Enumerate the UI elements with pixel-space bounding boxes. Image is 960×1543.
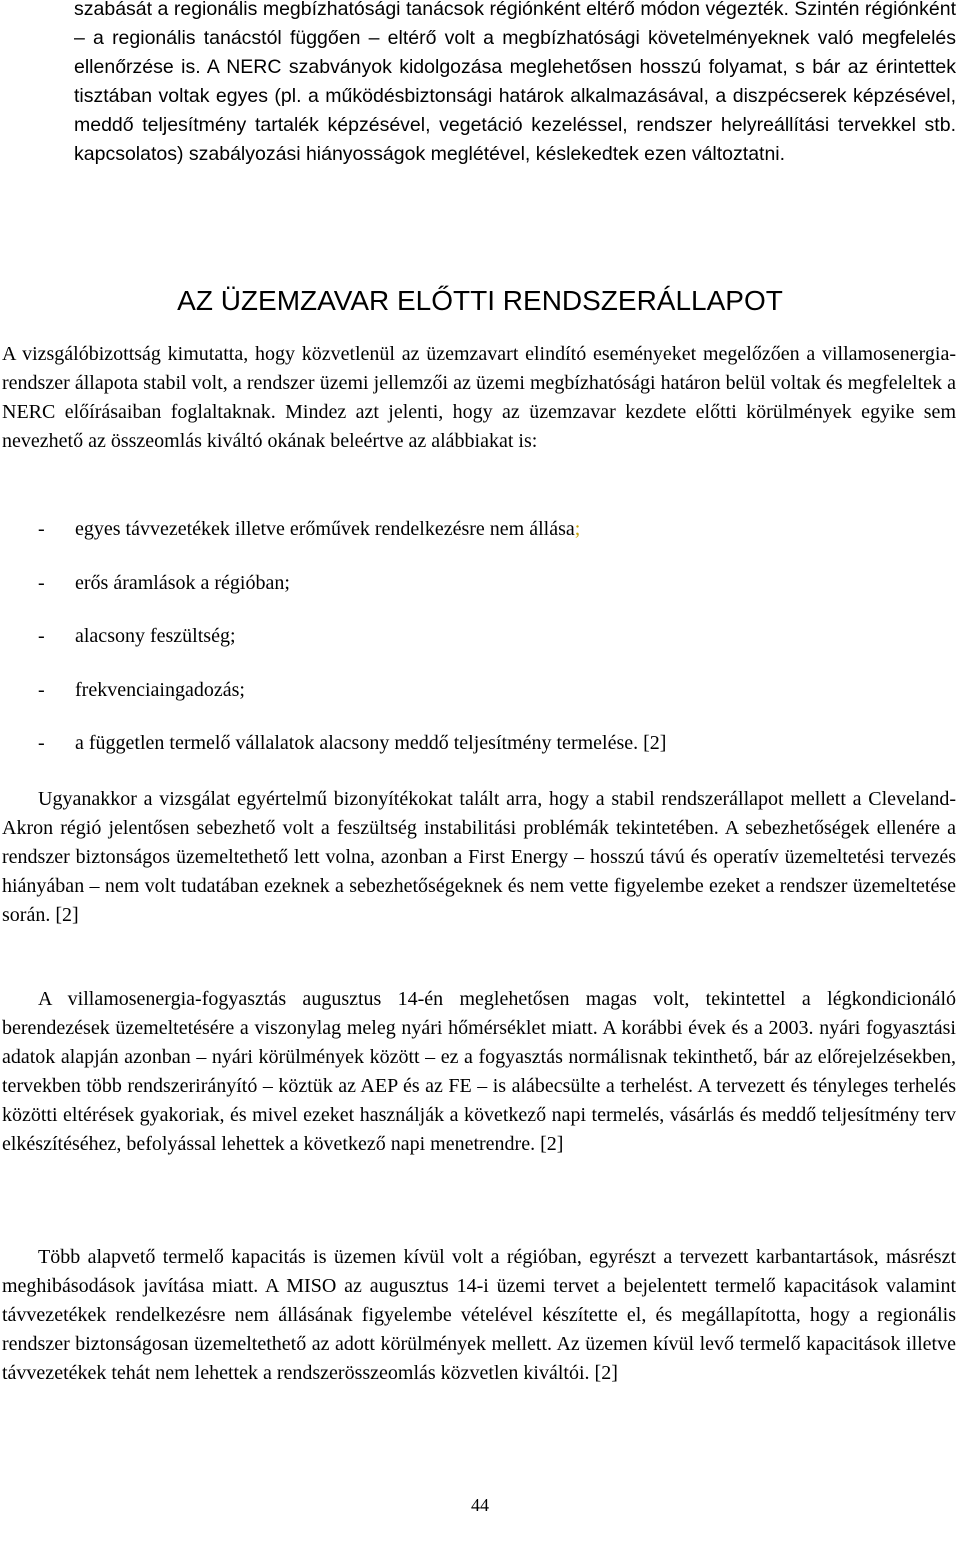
list-item (38, 569, 938, 623)
list-item-main-text: egyes távvezetékek illetve erőművek rendelkezésre nem állása (75, 518, 575, 540)
paragraph-3: A villamosenergia-fogyasztás augusztus 14-én meglehetősen magas volt, tekintettel a légkondicionáló berendezések üzemeltetésére a viszonylag meleg nyári hőmérséklet miatt. A korábbi évek és a 2003. nyári fogyasztási adatok alapján azonban – nyári körülmények között – ez a fogyasztás normálisnak tekinthető, bár az előrejelzésekben, tervekben több rendszerirányító – köztük az AEP és az FE – is alábecsülte a terhelést. A tervezett és tényleges terhelés közötti eltérések gyakoriak, és mivel ezeket használják a következő napi termelés, vásárlás és meddő teljesítmény terv elkészítéséhez, befolyással lehettek a következő napi menetrendre. [2] (2, 988, 956, 1155)
paragraph-4: Több alapvető termelő kapacitás is üzemen kívül volt a régióban, egyrészt a tervezett karbantartások, másrészt meghibásodások javítása miatt. A MISO az augusztus 14-i üzemi tervet a bejelentett termelő kapacitások valamint távvezetékek rendelkezésre nem állásának figyelembe vételével készítette el, és megállapította, hogy a regionális rendszer biztonságosan üzemeltethető az adott körülmények mellett. Az üzemen kívül levő termelő kapacitások illetve távvezetékek tehát nem lehettek a rendszerösszeomlás közvetlen kiváltói. [2] (2, 1246, 956, 1384)
list-item-main-text: a független termelő vállalatok alacsony meddő teljesítmény termelése. [2] (75, 732, 667, 754)
list-item-suffix: ; (574, 518, 581, 540)
list-item-main-text: erős áramlások a régióban; (75, 571, 290, 594)
list-item-main-text: alacsony feszültség; (75, 625, 236, 647)
page-number: 44 (471, 1495, 489, 1515)
list-item-text (75, 729, 666, 758)
section-heading: AZ ÜZEMZAVAR ELŐTTI RENDSZERÁLLAPOT (177, 285, 783, 316)
list-item (38, 515, 938, 569)
list-item-main-text: frekvenciaingadozás; (75, 678, 245, 701)
intro-paragraph: szabását a regionális megbízhatósági tanácsok régiónként eltérő módon végezték. Szintén régiónként – a regionális tanácstól függően – eltérő volt a megbízhatósági követelményeknek való megfelelés ellenőrzése is. A NERC szabványok kidolgozása meglehetősen hosszú folyamat, s bár az érintettek tisztában voltak egyes (pl. a működésbiztonsági határok alkalmazásával, a diszpécserek képzésével, meddő teljesítmény tartalék képzésével, vegetáció kezeléssel, rendszer helyreállítási tervekkel stb. kapcsolatos) szabályozási hiányosságok meglétével, késlekedtek ezen változtatni. (74, 0, 956, 165)
paragraph-1: A vizsgálóbizottság kimutatta, hogy közvetlenül az üzemzavart elindító eseményeket megelőzően a villamosenergia-rendszer állapota stabil volt, a rendszer üzemi jellemzői az üzemi megbízhatósági határon belül voltak és megfeleltek a NERC előírásaiban foglaltaknak. Mindez azt jelenti, hogy az üzemzavar kezdete előtti körülmények egyike sem nevezhető az összeomlás kiváltó okának beleértve az alábbiakat is: (2, 343, 956, 452)
list-dash: - (38, 732, 45, 754)
list-item-text (75, 622, 236, 651)
list-dash: - (38, 678, 45, 701)
list-dash: - (38, 518, 45, 540)
list-dash: - (38, 625, 45, 647)
bullet-list (38, 515, 938, 783)
list-item (38, 676, 938, 730)
list-item (38, 729, 938, 783)
list-item-text (75, 569, 290, 598)
list-item-text (75, 515, 580, 544)
list-item-text (75, 676, 245, 705)
paragraph-2: Ugyanakkor a vizsgálat egyértelmű bizonyítékokat talált arra, hogy a stabil rendszerállapot mellett a Cleveland-Akron régió jelentősen sebezhető volt a feszültség instabilitási problémák tekintetében. A sebezhetőségek ellenére a rendszer biztonságos üzemeltethető lett volna, azonban a First Energy – hosszú távú és operatív üzemeltetési tervezés hiányában – nem volt tudatában ezeknek a sebezhetőségeknek és nem vette figyelembe ezeket a rendszer üzemeltetése során. [2] (2, 788, 956, 926)
list-item (38, 622, 938, 676)
list-dash: - (38, 571, 45, 594)
